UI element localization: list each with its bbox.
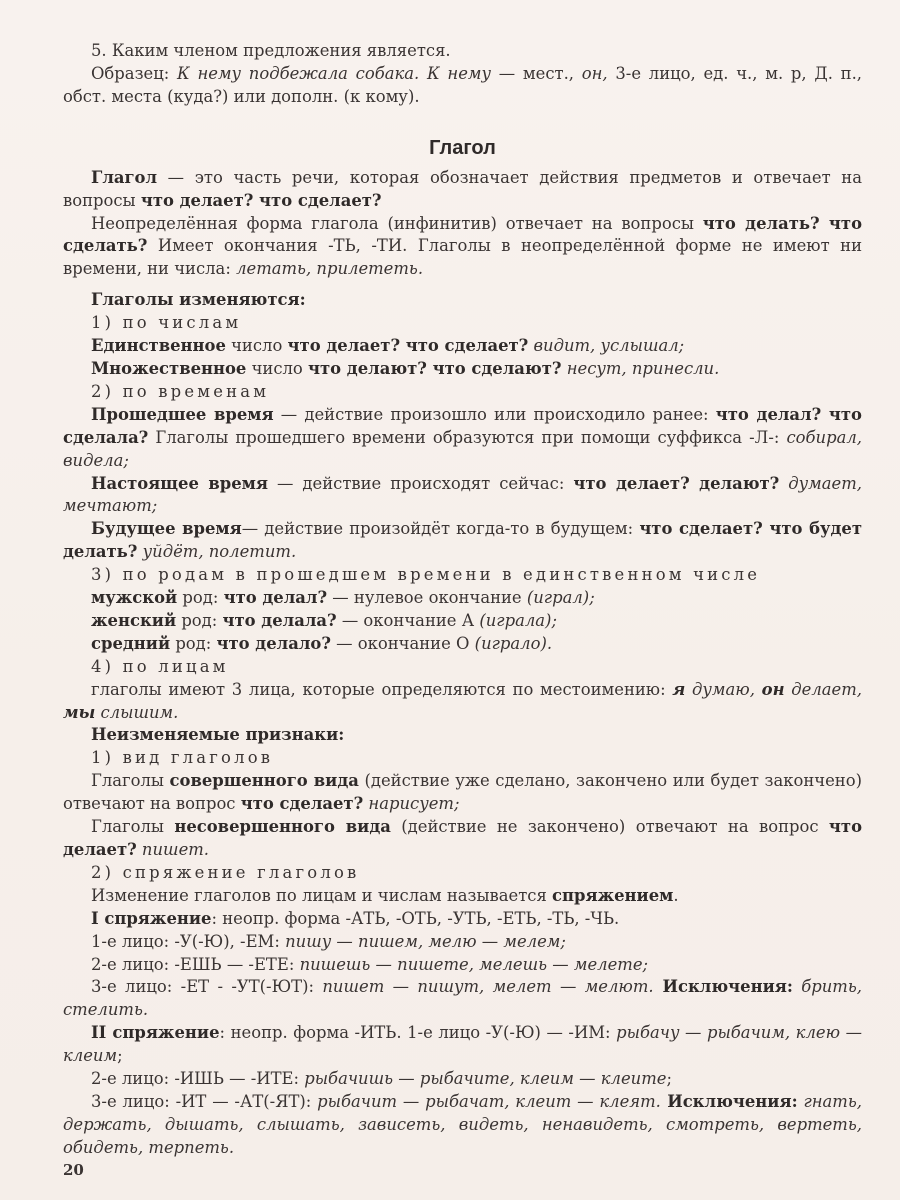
text: род: <box>176 610 223 630</box>
section-title: Глагол <box>429 136 496 159</box>
example: собирал, видела; <box>63 427 862 470</box>
intro-sample <box>63 63 862 109</box>
example: рыбачит — рыбачат, клеит — клеят. <box>317 1091 661 1111</box>
text: 3-е лицо: -ИТ — -АТ(-ЯТ): <box>91 1091 318 1111</box>
text: : неопр. форма -ИТЬ. 1-е лицо -У(-Ю) — -ИМ: <box>219 1023 617 1043</box>
text: — это часть речи, которая обозначает действия предметов и отвечает на вопросы <box>63 167 862 210</box>
person-paragraph <box>63 679 862 725</box>
text: Глаголы прошедшего времени образуются при помощи суффикса -Л-: <box>148 427 787 447</box>
definition-paragraph <box>63 167 862 213</box>
text: (действие не закончено) отвечают на вопрос <box>390 817 829 837</box>
text: — действие произошло или происходило ранее: <box>273 404 716 424</box>
subheading: Неизменяемые признаки: <box>91 725 345 745</box>
questions: что делал? что сделала? <box>63 404 862 447</box>
exceptions: брить, стелить. <box>63 977 862 1020</box>
present-tense-paragraph <box>63 473 862 519</box>
term: женский <box>91 610 177 630</box>
term: Множественное <box>91 358 247 378</box>
page-number: 20 <box>63 1161 84 1179</box>
perfective-paragraph <box>63 770 862 816</box>
text: : неопр. форма -АТЬ, -ОТЬ, -УТЬ, -ЕТЬ, -ТЬ, -ЧЬ. <box>211 908 620 928</box>
first-conj-person-2 <box>63 954 862 977</box>
example: пишу — пишем, мелю — мелем; <box>285 931 566 951</box>
term: II спряжение <box>91 1023 220 1043</box>
intro-question: 5. Каким членом предложения является. <box>91 41 451 60</box>
term: Прошедшее время <box>91 404 274 424</box>
text: Изменение глаголов по лицам и числам называется <box>91 885 553 905</box>
masculine-line <box>63 587 862 610</box>
term: мужской <box>91 588 178 608</box>
term: средний <box>91 633 171 653</box>
example: видит, услышал; <box>528 336 685 356</box>
term: Настоящее время <box>91 473 269 493</box>
past-tense-paragraph <box>63 404 862 473</box>
questions: что делала? <box>222 610 337 630</box>
text: число <box>225 336 288 356</box>
text: 3-е лицо: -ЕТ - -УТ(-ЮТ): <box>91 977 323 997</box>
exceptions-label: Исключения: <box>660 1091 798 1111</box>
text: 1-е лицо: -У(-Ю), -ЕМ: <box>91 931 286 951</box>
example: слышим. <box>95 702 179 722</box>
first-conj-person-3 <box>63 976 862 1022</box>
text: — окончание О <box>330 633 475 653</box>
text: Неопределённая форма глагола (инфинитив) отвечает на вопросы <box>91 213 703 233</box>
sample-pronoun: он, <box>581 63 608 83</box>
singular-line <box>63 335 862 358</box>
questions: что сделает? что будет делать? <box>63 519 863 562</box>
example: рыбачу — рыбачим, клею — клеим <box>63 1023 862 1066</box>
by-gender-label: 3) по родам в прошедшем времени в единственном числе <box>91 565 761 585</box>
term: Будущее время <box>91 519 242 539</box>
term: Глагол <box>91 167 158 187</box>
questions: что делал? <box>223 588 328 608</box>
conjugation-definition <box>63 885 862 908</box>
sample-example: К нему подбежала собака. К нему <box>177 63 492 83</box>
text: Глаголы <box>91 771 170 791</box>
by-person-label: 4) по лицам <box>91 656 229 676</box>
term: совершенного вида <box>169 771 359 791</box>
first-conj-person-1 <box>63 931 862 954</box>
text: глаголы имеют 3 лица, которые определяются по местоимению: <box>91 679 673 699</box>
example: нарисует; <box>363 794 460 814</box>
term: I спряжение <box>91 908 212 928</box>
questions: что делает? делают? <box>573 473 780 493</box>
text: число <box>246 358 309 378</box>
second-conj-person-2 <box>63 1068 862 1091</box>
text: ; <box>666 1069 673 1089</box>
sample-text: 3-е лицо, ед. ч., м. р, Д. п., обст. места (куда?) или дополн. (к кому). <box>63 63 862 106</box>
example: пишет. <box>136 840 210 859</box>
text: — действие произойдёт когда-то в будущем: <box>241 519 640 539</box>
text: 2-е лицо: -ИШЬ — -ИТЕ: <box>91 1069 305 1089</box>
text: Имеет окончания -ТЬ, -ТИ. Глаголы в неопределённой форме не имеют ни времени, ни числа: <box>63 236 862 279</box>
example: (играл); <box>526 588 595 608</box>
text: 2-е лицо: -ЕШЬ — -ЕТЕ: <box>91 954 300 974</box>
sample-text: — мест., <box>491 63 582 83</box>
example: рыбачишь — рыбачите, клеим — клеите <box>304 1069 667 1089</box>
future-tense-paragraph <box>63 518 862 564</box>
text: Глаголы <box>91 817 175 837</box>
aspect-label: 1) вид глаголов <box>91 748 274 768</box>
by-tense-label: 2) по временам <box>91 381 270 401</box>
questions: что делать? что сделать? <box>63 213 862 256</box>
plural-line <box>63 358 862 381</box>
imperfective-paragraph <box>63 816 862 862</box>
text: — окончание А <box>336 610 480 630</box>
example: уйдёт, полетит. <box>137 542 297 562</box>
example: пишет — пишут, мелет — мелют. <box>322 977 654 997</box>
feminine-line <box>63 610 862 633</box>
text: ; <box>117 1046 123 1066</box>
subheading: Глаголы изменяются: <box>91 290 306 310</box>
changes-title <box>63 289 862 312</box>
neuter-line <box>63 633 862 656</box>
text: (действие уже сделано, закончено или будет закончено) отвечают на вопрос <box>63 771 862 814</box>
conjugation-label: 2) спряжение глаголов <box>91 862 360 882</box>
page-content <box>63 40 862 1160</box>
text: — нулевое окончание <box>327 588 527 608</box>
text: род: <box>177 588 224 608</box>
exceptions: гнать, держать, дышать, слышать, зависеть, видеть, ненавидеть, смотреть, вертеть, обидеть, терпеть. <box>63 1091 862 1157</box>
term: спряжением <box>552 885 674 905</box>
sample-label: Образец: <box>91 63 178 83</box>
fixed-title <box>63 724 862 747</box>
by-number-label: 1) по числам <box>91 313 242 333</box>
first-conjugation-line <box>63 908 862 931</box>
example: делает, <box>784 679 862 699</box>
example: (играло). <box>474 633 553 653</box>
questions: что делает? что сделает? <box>140 190 382 210</box>
example: летать, прилететь. <box>236 259 424 279</box>
intro-item-5 <box>63 40 862 63</box>
infinitive-paragraph <box>63 213 862 282</box>
example: несут, принесли. <box>561 358 720 378</box>
questions: что сделает? <box>240 794 364 814</box>
questions: что делают? что сделают? <box>308 358 562 378</box>
second-conjugation-paragraph <box>63 1022 862 1068</box>
text: . <box>673 885 679 905</box>
example: думает, мечтают; <box>63 473 862 516</box>
example: (играла); <box>479 610 557 630</box>
questions: что делает? <box>63 817 863 859</box>
term: несовершенного вида <box>174 817 391 837</box>
pronoun: он <box>761 679 785 699</box>
term: Единственное <box>91 336 226 356</box>
questions: что делает? что сделает? <box>287 336 529 356</box>
example: пишешь — пишете, мелешь — мелете; <box>299 954 649 974</box>
text: род: <box>170 633 217 653</box>
text: — действие происходят сейчас: <box>268 473 574 493</box>
second-conj-person-3 <box>63 1091 862 1160</box>
exceptions-label: Исключения: <box>653 977 793 997</box>
example: думаю, <box>685 679 762 699</box>
questions: что делало? <box>216 633 331 653</box>
pronoun: я <box>672 679 686 699</box>
pronoun: мы <box>63 702 96 722</box>
